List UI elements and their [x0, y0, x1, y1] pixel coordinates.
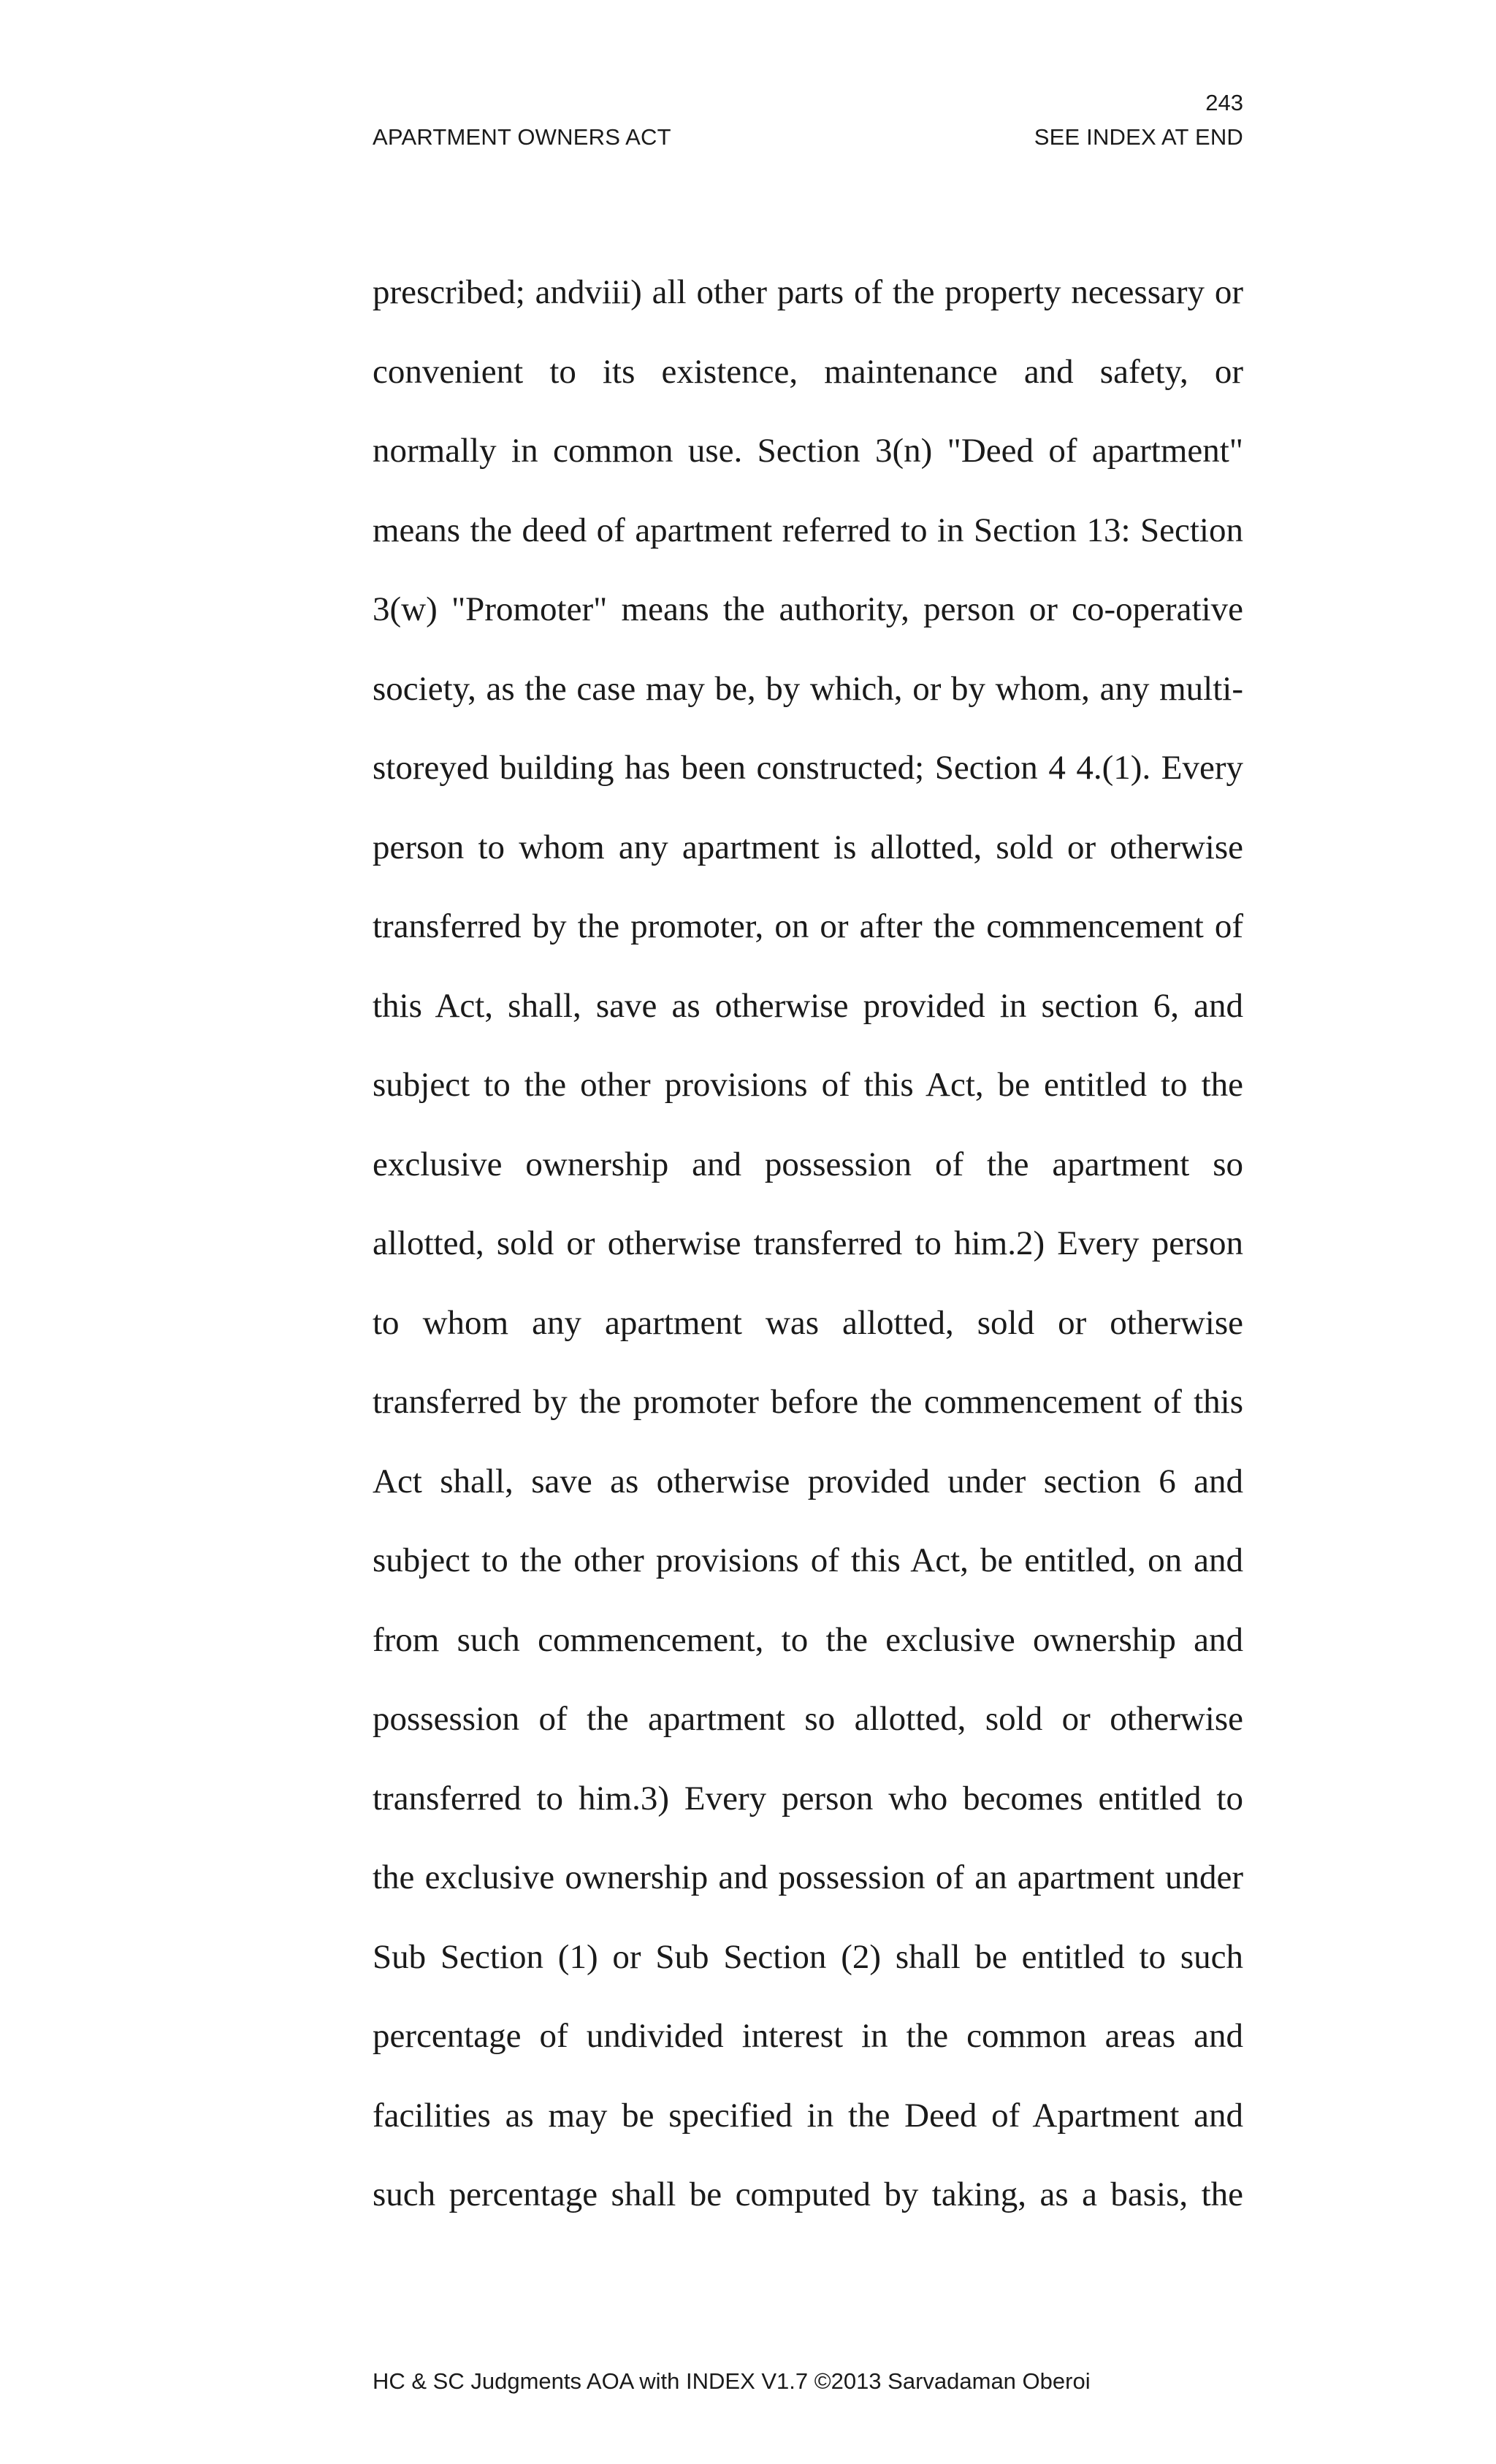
- text-line: 3(w) "Promoter" means the authority, person or co-operative: [373, 590, 1243, 628]
- text-line: normally in common use. Section 3(n) "Deed of apartment": [373, 432, 1243, 470]
- text-line: possession of the apartment so allotted, sold or otherwise: [373, 1700, 1243, 1738]
- text-line: such percentage shall be computed by taking, as a basis, the: [373, 2175, 1243, 2213]
- text-line: Act shall, save as otherwise provided under section 6 and: [373, 1462, 1243, 1500]
- text-line: exclusive ownership and possession of the apartment so: [373, 1145, 1243, 1183]
- text-line: society, as the case may be, by which, or by whom, any multi-: [373, 669, 1243, 708]
- page-number: 243: [1205, 90, 1243, 115]
- text-line: the exclusive ownership and possession of an apartment under: [373, 1858, 1243, 1896]
- text-line: transferred by the promoter, on or after the commencement of: [373, 907, 1243, 945]
- text-line: subject to the other provisions of this Act, be entitled, on and: [373, 1541, 1243, 1579]
- header-act-title: APARTMENT OWNERS ACT: [373, 124, 671, 150]
- running-header: [373, 123, 1243, 152]
- page-footer: HC & SC Judgments AOA with INDEX V1.7 ©2013 Sarvadaman Oberoi: [373, 2368, 1091, 2394]
- text-line: to whom any apartment was allotted, sold or otherwise: [373, 1303, 1243, 1342]
- text-line: person to whom any apartment is allotted, sold or otherwise: [373, 828, 1243, 866]
- text-line: facilities as may be specified in the Deed of Apartment and: [373, 2096, 1243, 2135]
- text-line: percentage of undivided interest in the common areas and: [373, 2017, 1243, 2055]
- header-index-note: SEE INDEX AT END: [1034, 124, 1243, 150]
- text-line: storeyed building has been constructed; Section 4 4.(1). Every: [373, 749, 1243, 787]
- text-line: from such commencement, to the exclusive ownership and: [373, 1620, 1243, 1659]
- text-line: subject to the other provisions of this Act, be entitled to the: [373, 1066, 1243, 1104]
- text-line: convenient to its existence, maintenance and safety, or: [373, 352, 1243, 391]
- text-line: Sub Section (1) or Sub Section (2) shall be entitled to such: [373, 1937, 1243, 1976]
- text-line: transferred to him.3) Every person who becomes entitled to: [373, 1779, 1243, 1818]
- text-line: means the deed of apartment referred to in Section 13: Section: [373, 511, 1243, 549]
- text-line: this Act, shall, save as otherwise provided in section 6, and: [373, 986, 1243, 1025]
- text-line: prescribed; andviii) all other parts of the property necessary or: [373, 273, 1243, 311]
- text-line: transferred by the promoter before the commencement of this: [373, 1383, 1243, 1421]
- body-text: [373, 253, 1243, 2235]
- text-line: allotted, sold or otherwise transferred to him.2) Every person: [373, 1224, 1243, 1262]
